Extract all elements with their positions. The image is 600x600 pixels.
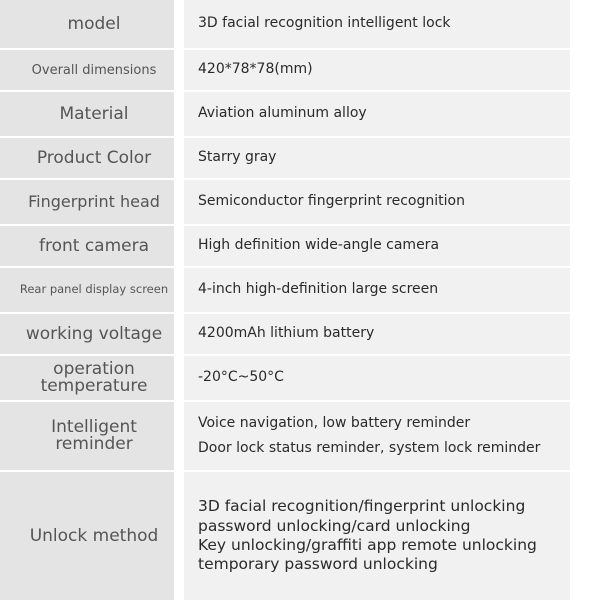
spec-row-product-color xyxy=(0,138,600,180)
spec-label-cell xyxy=(0,0,184,48)
spec-value-line: Voice navigation, low battery reminder xyxy=(198,414,471,431)
spec-label xyxy=(41,361,148,395)
spec-label-cell xyxy=(0,402,184,470)
spec-value-cell xyxy=(184,0,570,48)
spec-row-operation-temperature xyxy=(0,356,600,402)
spec-row-material xyxy=(0,92,600,138)
spec-label: Fingerprint head xyxy=(28,192,160,211)
spec-label: Product Color xyxy=(36,147,152,168)
spec-label-line: temperature xyxy=(40,376,148,396)
spec-value-line: temporary password unlocking xyxy=(198,555,438,574)
spec-label xyxy=(51,419,137,453)
spec-label-line: Intelligent xyxy=(51,417,137,437)
spec-label: Rear panel display screen xyxy=(19,282,169,297)
spec-row-front-camera xyxy=(0,226,600,268)
spec-label: front camera xyxy=(38,235,150,256)
spec-label: working voltage xyxy=(25,323,163,344)
spec-value-line: Key unlocking/graffiti app remote unlocking xyxy=(198,536,537,554)
spec-value: 3D facial recognition intelligent lock xyxy=(198,15,451,32)
spec-label-cell xyxy=(0,472,184,600)
spec-value: High definition wide-angle camera xyxy=(198,237,440,254)
spec-value: 4-inch high-definition large screen xyxy=(198,281,439,298)
spec-label-cell xyxy=(0,92,184,136)
spec-label-cell xyxy=(0,356,184,400)
spec-value-cell xyxy=(184,472,570,600)
spec-row-unlock-method xyxy=(0,472,600,600)
spec-row-overall-dimensions xyxy=(0,50,600,92)
spec-value: Semiconductor fingerprint recognition xyxy=(198,193,465,210)
spec-value-line: password unlocking/card unlocking xyxy=(198,516,471,535)
spec-label-cell xyxy=(0,314,184,354)
spec-value-line: 3D facial recognition/fingerprint unlocking xyxy=(198,497,526,516)
spec-label-cell xyxy=(0,50,184,90)
spec-value: 4200mAh lithium battery xyxy=(198,325,375,342)
spec-row-fingerprint-head xyxy=(0,180,600,226)
spec-label-line: operation xyxy=(53,359,135,379)
spec-value-cell xyxy=(184,92,570,136)
spec-label-cell xyxy=(0,268,184,312)
spec-value-cell xyxy=(184,356,570,400)
spec-value: Starry gray xyxy=(198,149,277,166)
spec-row-intelligent-reminder xyxy=(0,402,600,472)
spec-value-cell xyxy=(184,268,570,312)
spec-value-cell xyxy=(184,180,570,224)
spec-row-model xyxy=(0,0,600,50)
spec-value-cell xyxy=(184,50,570,90)
spec-label-cell xyxy=(0,180,184,224)
spec-row-rear-panel-display xyxy=(0,268,600,314)
spec-label: model xyxy=(67,13,121,34)
spec-label: Overall dimensions xyxy=(31,62,157,78)
spec-row-working-voltage xyxy=(0,314,600,356)
spec-value-cell xyxy=(184,402,570,470)
spec-label: Material xyxy=(59,103,129,124)
spec-value-cell xyxy=(184,138,570,178)
spec-label-cell xyxy=(0,138,184,178)
spec-value-cell xyxy=(184,314,570,354)
spec-value: Aviation aluminum alloy xyxy=(198,105,367,122)
spec-value: -20°C~50°C xyxy=(198,369,284,386)
spec-value: 420*78*78(mm) xyxy=(198,61,313,78)
spec-label-cell xyxy=(0,226,184,266)
spec-label: Unlock method xyxy=(29,525,159,546)
spec-label-line: reminder xyxy=(55,434,133,454)
spec-value-cell xyxy=(184,226,570,266)
spec-value-line: Door lock status reminder, system lock reminder xyxy=(198,440,541,456)
